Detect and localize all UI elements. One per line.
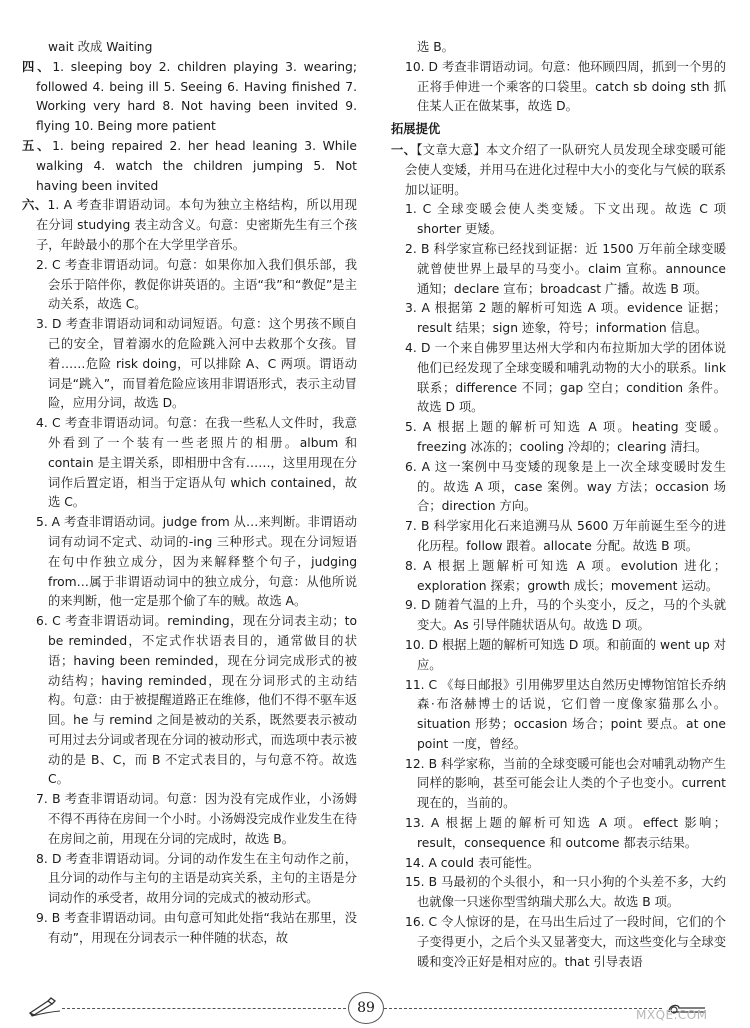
answer-continuation: 选 B。	[417, 40, 454, 54]
answer-item: 15. B 马最初的个头很小，和一只小狗的个头差不多，大约也就像一只迷你型雪纳瑞犬那么大。故选 B 项。	[405, 875, 726, 910]
left-column	[22, 38, 357, 949]
footer-rule-left	[62, 1008, 346, 1009]
footer-rule-right	[384, 1008, 662, 1009]
answer-item: 2. C 考查非谓语动词。句意：如果你加入我们俱乐部，我会乐于陪伴你，教促你讲英语的。主语“我”和“教促”是主动关系，故选 C。	[36, 257, 357, 312]
answer-item: 10. D 考查非谓语动词。句意：他环顾四周，抓到一个男的正将手伸进一个乘客的口袋里。catch sb doing sth 抓住某人正在做某事，故选 D。	[405, 59, 726, 114]
section-number: 六、	[22, 198, 48, 213]
answer-section	[391, 141, 726, 200]
right-column	[391, 38, 726, 972]
section-text: 1. A 考查非谓语动词。本句为独立主格结构，所以用现在分词 studying 表主动含义。句意：史密斯先生有三个孩子，年龄最小的那个在大学里学音乐。	[36, 198, 357, 252]
section-heading: 拓展提优	[391, 122, 441, 137]
answer-item: 8. A 根据上题解析可知选 A 项。evolution 进化；exploration 探索；growth 成长；movement 运动。	[405, 558, 726, 593]
answer-item: 12. B 科学家称，当前的全球变暖可能也会对哺乳动物产生同样的影响，甚至可能会让人类的个子也变小。current 现在的，当前的。	[405, 756, 726, 811]
section-text: 1. sleeping boy 2. children playing 3. wearing; followed 4. being ill 5. Seeing 6. Having finished 7. Working very hard 8. Not having been invited 9. flying 10. Being more patient	[36, 59, 357, 134]
answer-item: 10. D 根据上题的解析可知选 D 项。和前面的 went up 对应。	[405, 637, 726, 672]
answer-item: 3. D 考查非谓语动词和动词短语。句意：这个男孩不顾自己的安全，冒着溺水的危险跳入河中去救那个女孩。冒着……危险 risk doing，可以排除 A、C 两项。谓语动词是“跳入”，而冒着危险应该用非谓语形式，表示主动冒险，应用分词，故选 D。	[36, 317, 357, 411]
answer-item: 13. A 根据上题的解析可知选 A 项。effect 影响；result，consequence 和 outcome 都表示结果。	[405, 816, 726, 850]
answer-item: 4. C 考查非谓语动词。句意：在我一些私人文件时，我意外看到了一个装有一些老照片的相册。album 和 contain 是主谓关系，即相册中含有……，这里用现在分词作后置定语，相当于定语从句 which contained，故选 C。	[36, 416, 357, 510]
watermark-text: MXQE.COM	[636, 1008, 708, 1022]
section-text: 1. being repaired 2. her head leaning 3. While walking 4. watch the children jumping 5. Not having been invited	[36, 138, 357, 193]
answer-item: 9. D 随着气温的上升，马的个头变小，反之，马的个头就变大。As 引导伴随状语从句。故选 D 项。	[405, 598, 726, 633]
answer-item: 8. D 考查非谓语动词。分词的动作发生在主句动作之前，且分词的动作与主句的主语是动宾关系，主句的主语是分词动作的承受者，故用分词的完成式的被动形式。	[36, 851, 357, 906]
answer-item: 7. B 考查非谓语动词。句意：因为没有完成作业，小汤姆不得不再待在房间一个小时。小汤姆没完成作业发生在待在房间之前，用现在分词的完成时，故选 B。	[36, 792, 357, 846]
answer-item: 1. C 全球变暖会使人类变矮。下文出现。故选 C 项 shorter 更矮。	[405, 202, 726, 237]
answer-item: 14. A could 表可能性。	[405, 855, 540, 870]
answer-item: 5. A 考查非谓语动词。judge from 从…来判断。非谓语动词有动词不定式、动词的-ing 三种形式。现在分词短语在句中作独立成分，因为来解释整个句子，judging from…属于非谓语动词中的独立成分，句意：从他所说的来判断，他一定是那个偷了车的贼。故选 A。	[36, 515, 357, 609]
section-number: 一、	[391, 142, 417, 157]
page-number: 89	[348, 992, 384, 1024]
answer-item: 6. A 这一案例中马变矮的现象是上一次全球变暖时发生的。故选 A 项，case 案例。way 方法；occasion 场合；direction 方向。	[405, 459, 726, 514]
answer-item: 2. B 科学家宣称已经找到证据：近 1500 万年前全球变暖就曾使世界上最早的马变小。claim 宣称。announce 通知；declare 宣布；broadcast 广播。故选 B 项。	[405, 241, 726, 296]
pen-icon	[28, 995, 62, 1017]
answer-item: 9. B 考查非谓语动词。由句意可知此处指“我站在那里，没有动”，用现在分词表示一种伴随的状态，故	[36, 911, 357, 945]
section-number: 五、	[22, 138, 53, 153]
answer-item: 16. C 令人惊讶的是，在马出生后过了一段时间，它们的个子变得更小，之后个头又显著变大，而这些变化与全球变暖和变冷正好是相对应的。that 引导表语	[405, 915, 726, 969]
answer-item: 11. C 《每日邮报》引用佛罗里达自然历史博物馆馆长乔纳森·布洛赫博士的话说，它们曾一度像家猫那么小。situation 形势；occasion 场合；point 要点。at one point 一度，曾经。	[405, 677, 726, 751]
section-text: 【文章大意】本文介绍了一队研究人员发现全球变暖可能会使人变矮，并用马在进化过程中大小的变化与气候的联系加以证明。	[405, 142, 726, 197]
answer-item: 7. B 科学家用化石来追溯马从 5600 万年前诞生至今的进化历程。follow 跟着。allocate 分配。故选 B 项。	[405, 519, 726, 553]
answer-item: 4. D 一个来自佛罗里达州大学和内布拉斯加大学的团体说他们已经发现了全球变暖和哺乳动物的大小的联系。link 联系；difference 不同；gap 空白；condition 条件。故选 D 项。	[405, 340, 726, 415]
answer-item: 5. A 根据上题的解析可知选 A 项。heating 变暖。freezing 冰冻的；cooling 冷却的；clearing 清扫。	[405, 420, 726, 454]
section-number: 四、	[22, 59, 53, 74]
answer-section	[22, 137, 357, 196]
answer-section	[22, 196, 357, 255]
answer-item: 6. C 考查非谓语动词。reminding，现在分词表主动；to be reminded，不定式作状语表目的，通常做目的状语；having been reminded，现在分词完成形式的被动结构；having reminded，现在分词形式的主动结构。句意：由于被提醒道路正在维修，他们不得不驱车返回。he 与 remind 之间是被动的关系，既然要表示被动可用过去分词或者现在分词的被动形式，而选项中表示被动的是 B、C，而 B 不定式表目的，与句意不符。故选 C。	[36, 614, 357, 787]
answer-section	[22, 58, 357, 137]
answer-line: wait 改成 Waiting	[48, 40, 153, 54]
answer-item: 3. A 根据第 2 题的解析可知选 A 项。evidence 证据；result 结果；sign 迹象，符号；information 信息。	[405, 301, 726, 336]
